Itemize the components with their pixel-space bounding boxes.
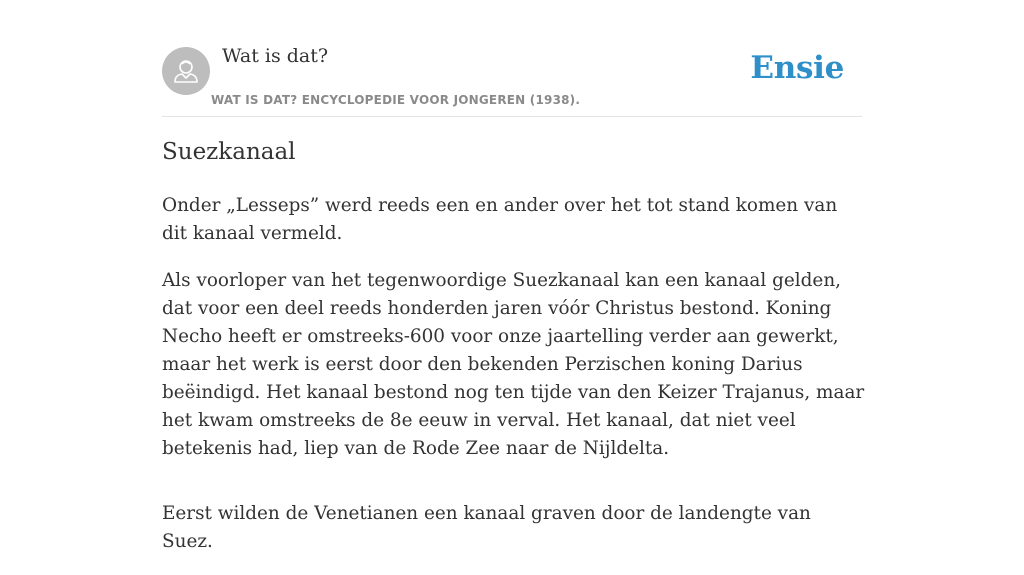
source-name-link[interactable]: Wat is dat?	[222, 45, 329, 67]
source-header	[162, 0, 862, 117]
article-body	[162, 192, 866, 575]
user-icon	[162, 47, 210, 95]
article-paragraph: Onder „Lesseps” werd reeds een en ander over het tot stand komen van dit kanaal vermeld.	[162, 195, 838, 244]
article-title: Suezkanaal	[162, 139, 296, 165]
ensie-logo[interactable]: Ensie	[750, 50, 844, 86]
source-subtitle: WAT IS DAT? ENCYCLOPEDIE VOOR JONGEREN (1938).	[211, 93, 581, 107]
source-avatar[interactable]	[162, 47, 210, 95]
article-paragraph: Eerst wilden de Venetianen een kanaal graven door de landengte van Suez.	[162, 503, 811, 552]
page	[162, 0, 865, 552]
article-paragraph: Als voorloper van het tegenwoordige Suezkanaal kan een kanaal gelden, dat voor een deel reeds honderden jaren vóór Christus bestond. Koning Necho heeft er omstreeks-600 voor onze jaartelling verder aan gewerkt, maar het werk is eerst door den bekenden Perzischen koning Darius beëindigd. Het kanaal bestond nog ten tijde van den Keizer Trajanus, maar het kwam omstreeks de 8e eeuw in verval. Het kanaal, dat niet veel betekenis had, liep van de Rode Zee naar de Nijldelta.	[162, 270, 865, 459]
